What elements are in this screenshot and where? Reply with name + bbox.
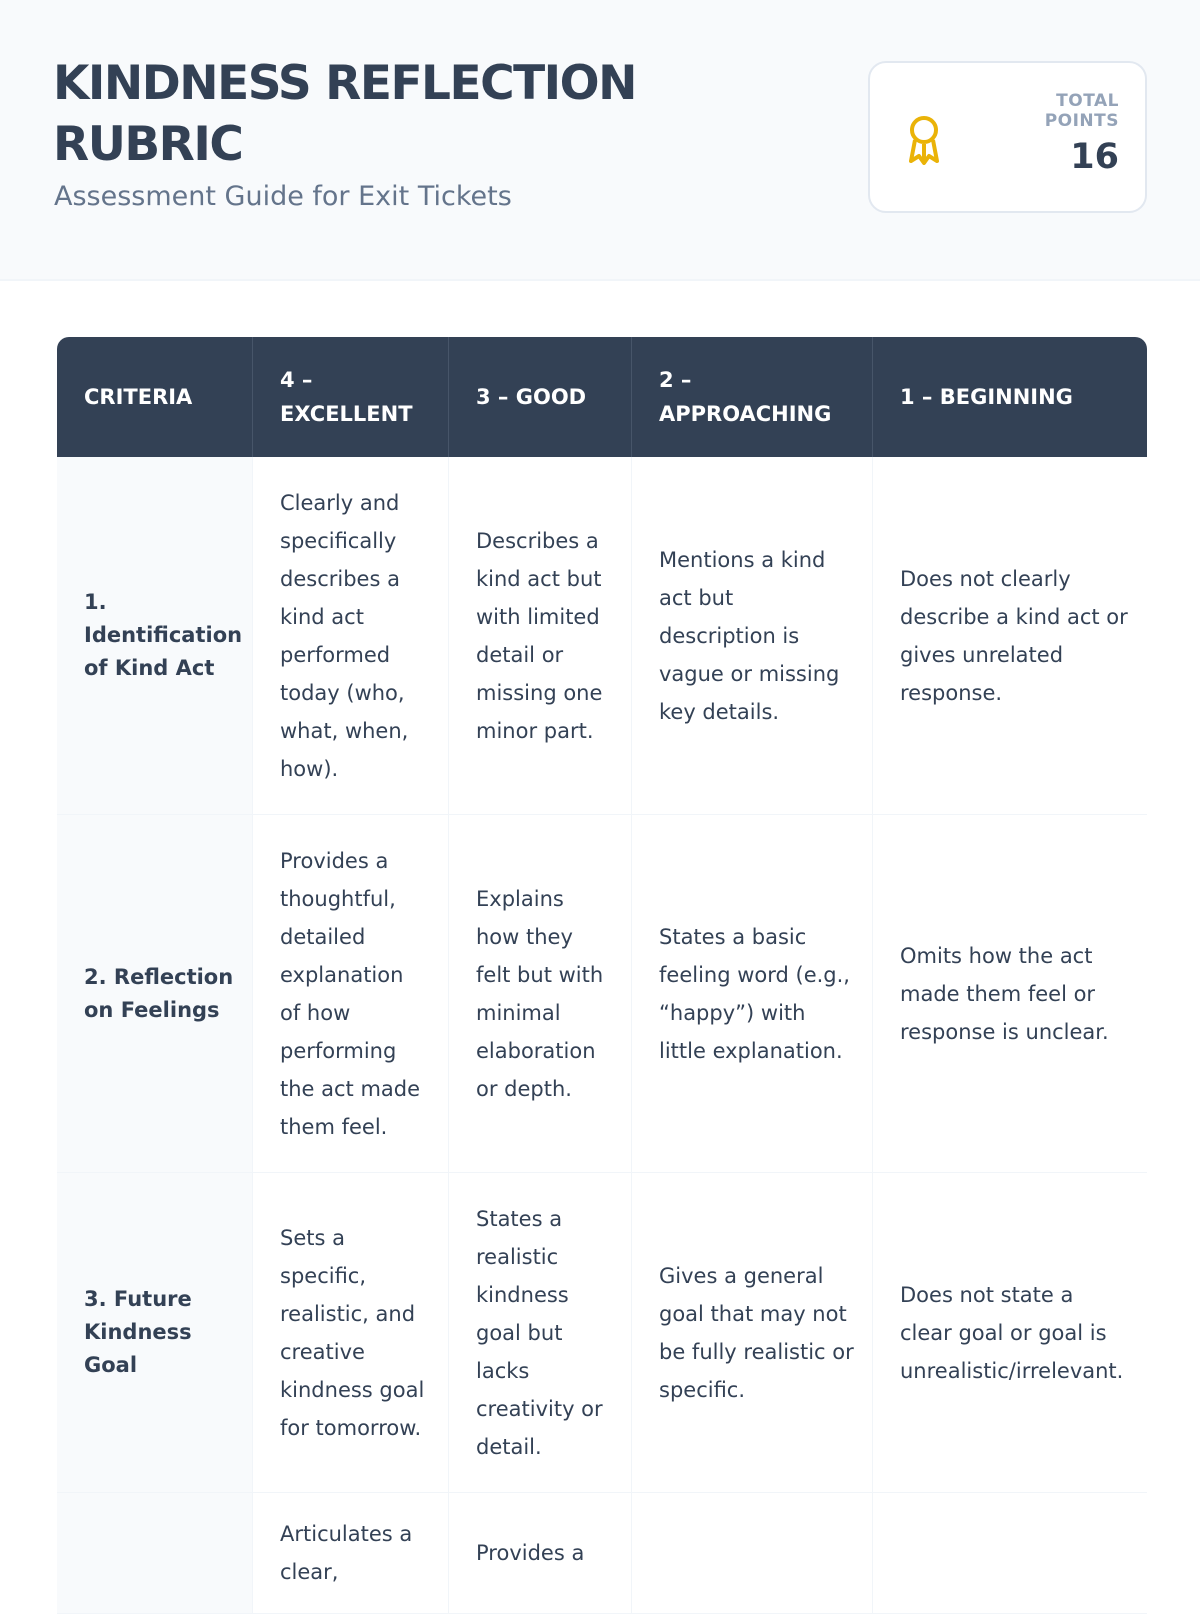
table-row (57, 815, 1147, 1173)
rubric-header-row (57, 337, 1147, 457)
table-row (57, 457, 1147, 815)
score-2-cell: States a basic feeling word (e.g., “happy”) with little explanation. (632, 815, 873, 1173)
total-points-value: 16 (1070, 137, 1119, 177)
score-1-cell (873, 1493, 1147, 1614)
score-3-cell: States a realistic kindness goal but lacks creativity or detail. (449, 1173, 632, 1493)
score-1-cell: Omits how the act made them feel or response is unclear. (873, 815, 1147, 1173)
total-points-label: TOTAL POINTS (1044, 91, 1119, 131)
rubric-table (57, 337, 1147, 1614)
score-1-cell: Does not state a clear goal or goal is unrealistic/irrelevant. (873, 1173, 1147, 1493)
score-4-cell: Sets a specific, realistic, and creative kindness goal for tomorrow. (253, 1173, 449, 1493)
total-points-card (868, 61, 1147, 213)
criteria-cell: 2. Reflection on Feelings (57, 815, 253, 1173)
column-header-beginning: 1 – BEGINNING (873, 337, 1147, 457)
score-3-cell: Explains how they felt but with minimal elaboration or depth. (449, 815, 632, 1173)
column-header-excellent: 4 – EXCELLENT (253, 337, 449, 457)
score-3-cell: Describes a kind act but with limited detail or missing one minor part. (449, 457, 632, 815)
score-4-cell: Clearly and specifically describes a kind act performed today (who, what, when, how). (253, 457, 449, 815)
page-subtitle: Assessment Guide for Exit Tickets (54, 181, 512, 212)
score-2-cell: Gives a general goal that may not be fully realistic or specific. (632, 1173, 873, 1493)
criteria-cell: 1. Identification of Kind Act (57, 457, 253, 815)
column-header-good: 3 – GOOD (449, 337, 632, 457)
score-2-cell (632, 1493, 873, 1614)
column-header-approaching: 2 – APPROACHING (632, 337, 873, 457)
table-row (57, 1493, 1147, 1614)
score-4-cell: Provides a thoughtful, detailed explanation of how performing the act made them feel. (253, 815, 449, 1173)
award-ribbon-icon (906, 113, 942, 165)
score-3-cell: Provides a (449, 1493, 632, 1614)
score-4-cell: Articulates a clear, (253, 1493, 449, 1614)
table-row (57, 1173, 1147, 1493)
rubric-header (0, 0, 1200, 281)
score-2-cell: Mentions a kind act but description is vague or missing key details. (632, 457, 873, 815)
page-title: KINDNESS REFLECTION RUBRIC (53, 56, 636, 172)
score-1-cell: Does not clearly describe a kind act or gives unrelated response. (873, 457, 1147, 815)
criteria-cell: 3. Future Kindness Goal (57, 1173, 253, 1493)
criteria-cell (57, 1493, 253, 1614)
column-header-criteria: CRITERIA (57, 337, 253, 457)
